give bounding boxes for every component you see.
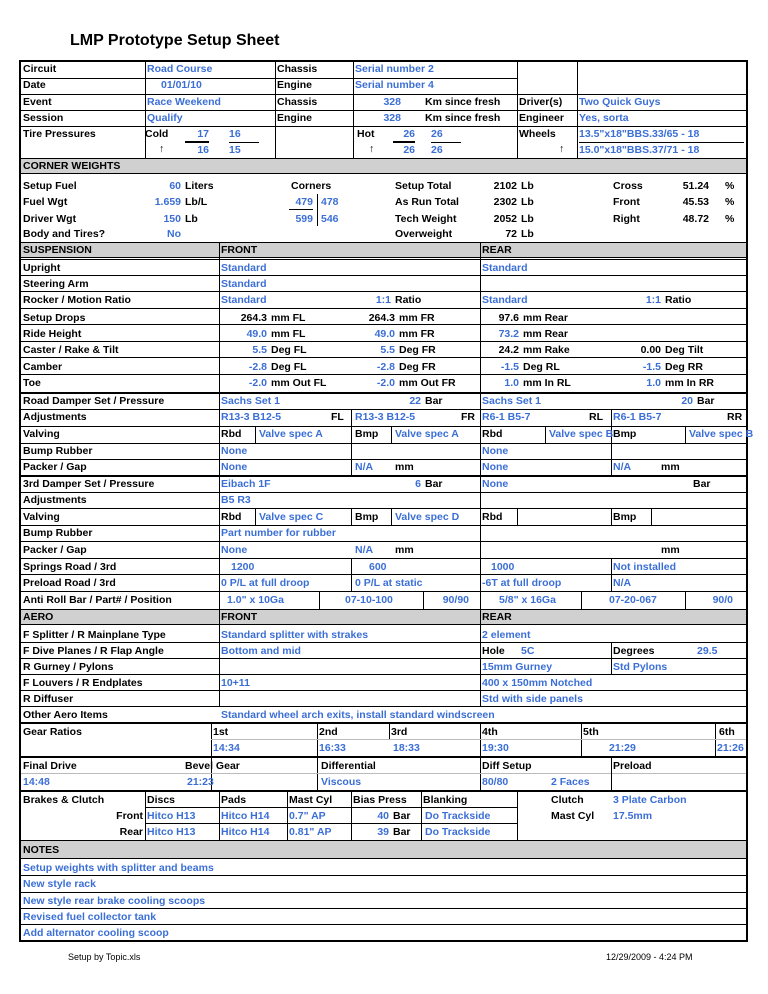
lb-unit: Lb [521, 180, 534, 192]
drops-fr-unit: mm FR [399, 312, 435, 324]
front-pct-label: Front [613, 196, 640, 208]
bar-unit-3: Bar [425, 478, 443, 490]
front-bias-press[interactable]: 40 [377, 810, 389, 822]
right-pct-value: 48.72 [682, 213, 709, 225]
upright-rear[interactable]: Standard [482, 262, 528, 274]
cross-label: Cross [613, 180, 643, 192]
toe-fr[interactable]: -2.0 [376, 377, 395, 389]
packer-front-gap[interactable]: N/A [355, 461, 374, 473]
driver-wgt-unit: Lb [185, 213, 198, 225]
setup-total-label: Setup Total [395, 180, 452, 192]
caster-fr-unit: Deg FR [399, 344, 436, 356]
arrow-icon-2: ↑ [369, 143, 375, 155]
road-damper-front-pressure[interactable]: 22 [409, 395, 421, 407]
clutch-mast-cyl-label: Mast Cyl [551, 810, 595, 822]
setup-fuel-unit: Liters [185, 180, 214, 192]
circuit-label: Circuit [23, 63, 57, 75]
rake-unit: mm Rake [523, 344, 570, 356]
right-pct-label: Right [613, 213, 640, 225]
rbd-label: Rbd [221, 428, 242, 440]
packer-front[interactable]: None [221, 461, 248, 473]
camber-label: Camber [23, 361, 63, 373]
bar-unit-4: Bar [693, 478, 711, 490]
rear-discs[interactable]: Hitco H13 [147, 826, 196, 838]
mm-unit-2: mm [661, 461, 680, 473]
camber-fl-unit: Deg FL [271, 361, 307, 373]
third-damper-label: 3rd Damper Set / Pressure [23, 478, 155, 490]
camber-rr[interactable]: -1.5 [642, 361, 661, 373]
chassis-value[interactable]: Serial number 2 [355, 63, 434, 75]
date-label: Date [23, 79, 46, 91]
differential-label: Differential [321, 760, 376, 772]
gear-2-label: 2nd [319, 726, 338, 738]
degrees-label: Degrees [613, 645, 655, 657]
drivers-value[interactable]: Two Quick Guys [579, 96, 661, 108]
valving-front-rbd[interactable]: Valve spec A [259, 428, 323, 440]
tilt-value: 0.00 [640, 344, 661, 356]
gear-3-ratio[interactable]: 18:33 [393, 742, 420, 754]
note-item[interactable]: New style rack [23, 878, 96, 890]
third-valving-rbd[interactable]: Valve spec C [259, 511, 324, 523]
packer-rear-gap[interactable]: N/A [613, 461, 632, 473]
fr-label: FR [461, 411, 475, 423]
upright-front[interactable]: Standard [221, 262, 267, 274]
clutch-label: Clutch [551, 794, 584, 806]
km-fresh-label-2: Km since fresh [425, 112, 501, 124]
tire-pressures-label: Tire Pressures [23, 128, 96, 140]
driver-wgt-value[interactable]: 150 [163, 213, 181, 225]
engineer-value[interactable]: Yes, sorta [579, 112, 629, 124]
cold-rr[interactable]: 15 [229, 142, 259, 157]
gear-6-ratio[interactable]: 21:26 [717, 742, 744, 754]
rear-bias-press[interactable]: 39 [377, 826, 389, 838]
driver-wgt-label: Driver Wgt [23, 213, 77, 225]
splitter-front[interactable]: Standard splitter with strakes [221, 629, 369, 641]
wheels-label: Wheels [519, 128, 556, 140]
chassis-km-value[interactable]: 328 [383, 96, 401, 108]
km-fresh-label: Km since fresh [425, 96, 501, 108]
front-pads[interactable]: Hitco H14 [221, 810, 270, 822]
endplates-rear[interactable]: 400 x 150mm Notched [482, 677, 593, 689]
hot-fr[interactable]: 26 [431, 128, 443, 140]
ride-fl[interactable]: 49.0 [246, 328, 267, 340]
third-valving-label: Valving [23, 511, 60, 523]
hole-label: Hole [482, 645, 505, 657]
toe-fl[interactable]: -2.0 [248, 377, 267, 389]
bump-rubber-rear[interactable]: None [482, 445, 509, 457]
page-title: LMP Prototype Setup Sheet [70, 32, 280, 49]
pct-unit-2: % [725, 196, 735, 208]
suspension-header: SUSPENSION FRONT REAR [21, 242, 746, 258]
engine-value[interactable]: Serial number 4 [355, 79, 434, 91]
third-packer-label: Packer / Gap [23, 544, 87, 556]
preload-rear-third[interactable]: N/A [613, 577, 632, 589]
date-value[interactable]: 01/01/10 [161, 79, 202, 91]
ride-height-label: Ride Height [23, 328, 82, 340]
cold-rl[interactable]: 16 [185, 142, 209, 157]
overweight-value: 72 [505, 228, 517, 240]
toe-rl-unit: mm In RL [523, 377, 571, 389]
front-blanking[interactable]: Do Trackside [425, 810, 491, 822]
bar-unit-6: Bar [393, 826, 411, 838]
drops-rear: 97.6 [498, 312, 519, 324]
other-aero-value[interactable]: Standard wheel arch exits, install standard windscreen [221, 709, 495, 721]
steering-arm-front[interactable]: Standard [221, 278, 267, 290]
rl-label: RL [589, 411, 603, 423]
corner-rl[interactable]: 599 [295, 213, 313, 225]
arb-front-position[interactable]: 90/90 [442, 594, 469, 606]
pylons-rear[interactable]: Std Pylons [613, 661, 668, 673]
caster-fl[interactable]: 5.5 [252, 344, 267, 356]
gear-4-label: 4th [482, 726, 498, 738]
engine-km-label: Engine [277, 112, 313, 124]
hot-rr[interactable]: 26 [431, 142, 461, 157]
road-damper-label: Road Damper Set / Pressure [23, 395, 165, 407]
ride-fl-unit: mm FL [271, 328, 306, 340]
adj-rl[interactable]: R6-1 B5-7 [482, 411, 531, 423]
bmp-label-3: Bmp [355, 511, 379, 523]
splitter-label: F Splitter / R Mainplane Type [23, 629, 166, 641]
pct-unit: % [725, 180, 735, 192]
mm-unit-4: mm [661, 544, 680, 556]
bar-unit: Bar [425, 395, 443, 407]
ride-rear[interactable]: 73.2 [498, 328, 519, 340]
caster-fr[interactable]: 5.5 [380, 344, 395, 356]
gear-4-ratio[interactable]: 19:30 [482, 742, 509, 754]
cold-label: Cold [145, 128, 169, 140]
overweight-label: Overweight [395, 228, 453, 240]
gear-3-label: 3rd [391, 726, 408, 738]
engine-km-value[interactable]: 328 [383, 112, 401, 124]
rocker-front[interactable]: Standard [221, 294, 267, 306]
front-discs[interactable]: Hitco H13 [147, 810, 196, 822]
hole-value[interactable]: 5C [521, 645, 535, 657]
third-damper-rear[interactable]: None [482, 478, 509, 490]
rocker-rear-ratio[interactable]: 1:1 [645, 294, 661, 306]
ride-fr[interactable]: 49.0 [374, 328, 395, 340]
wheels-front[interactable]: 13.5"x18"BBS.33/65 - 18 [579, 128, 700, 140]
caster-fl-unit: Deg FL [271, 344, 307, 356]
springs-label: Springs Road / 3rd [23, 561, 117, 573]
final-drive-value[interactable]: 14:48 [23, 776, 50, 788]
fuel-wgt-value[interactable]: 1.659 [154, 196, 181, 208]
arb-rear-position[interactable]: 90/0 [712, 594, 733, 606]
diff-faces-value[interactable]: 2 Faces [551, 776, 590, 788]
setup-fuel-value[interactable]: 60 [169, 180, 181, 192]
gear-2-ratio[interactable]: 16:33 [319, 742, 346, 754]
upright-label: Upright [23, 262, 61, 274]
road-damper-rear[interactable]: Sachs Set 1 [482, 395, 541, 407]
aero-header: AERO FRONT REAR [21, 609, 746, 625]
gear-1-label: 1st [213, 726, 229, 738]
rocker-front-ratio[interactable]: 1:1 [375, 294, 391, 306]
hot-fl[interactable]: 26 [393, 127, 415, 142]
session-value[interactable]: Qualify [147, 112, 183, 124]
arb-label: Anti Roll Bar / Part# / Position [23, 594, 172, 606]
gear-5-ratio[interactable]: 21:29 [609, 742, 636, 754]
third-adjustments-label: Adjustments [23, 494, 87, 506]
brakes-rear-label: Rear [119, 826, 143, 838]
arrow-icon-3: ↑ [559, 143, 565, 155]
preload-diff-label: Preload [613, 760, 652, 772]
springs-front-third[interactable]: 600 [369, 561, 387, 573]
mm-unit-3: mm [395, 544, 414, 556]
valving-front-bmp[interactable]: Valve spec A [395, 428, 459, 440]
rocker-label: Rocker / Motion Ratio [23, 294, 131, 306]
drops-fl-unit: mm FL [271, 312, 306, 324]
corners-label: Corners [291, 180, 332, 192]
diff-setup-label: Diff Setup [482, 760, 532, 772]
setup-fuel-label: Setup Fuel [23, 180, 77, 192]
rake-value: 24.2 [498, 344, 519, 356]
rocker-rear[interactable]: Standard [482, 294, 528, 306]
diff-setup-value[interactable]: 80/80 [482, 776, 509, 788]
toe-label: Toe [23, 377, 41, 389]
louvers-label: F Louvers / R Endplates [23, 677, 143, 689]
camber-fr-unit: Deg FR [399, 361, 436, 373]
discs-label: Discs [147, 794, 176, 806]
engineer-label: Engineer [519, 112, 564, 124]
event-value[interactable]: Race Weekend [147, 96, 221, 108]
steering-arm-label: Steering Arm [23, 278, 89, 290]
footer-timestamp: 12/29/2009 - 4:24 PM [606, 952, 693, 962]
note-item[interactable]: Setup weights with splitter and beams [23, 862, 214, 874]
toe-rr-unit: mm In RR [665, 377, 715, 389]
brakes-clutch-label: Brakes & Clutch [23, 794, 105, 806]
as-run-label: As Run Total [395, 196, 459, 208]
blanking-label: Blanking [423, 794, 468, 806]
louvers-front[interactable]: 10+11 [221, 677, 250, 689]
final-drive-label: Final Drive [23, 760, 77, 772]
tech-weight-label: Tech Weight [395, 213, 457, 225]
third-damper-front[interactable]: Eibach 1F [221, 478, 271, 490]
gear-6-label: 6th [719, 726, 735, 738]
rear-pads[interactable]: Hitco H14 [221, 826, 270, 838]
corner-weights-header: CORNER WEIGHTS [21, 158, 746, 174]
chassis-label: Chassis [277, 63, 318, 75]
corner-fr[interactable]: 478 [321, 196, 339, 208]
brakes-front-label: Front [116, 810, 143, 822]
body-tires-label: Body and Tires? [23, 228, 106, 240]
hot-label: Hot [357, 128, 375, 140]
bevel-gear-value[interactable]: 21:23 [187, 776, 214, 788]
third-packer-gap[interactable]: N/A [355, 544, 374, 556]
note-item[interactable]: New style rear brake cooling scoops [23, 895, 206, 907]
bias-press-label: Bias Press [353, 794, 407, 806]
note-item[interactable]: Add alternator cooling scoop [23, 927, 169, 939]
preload-front-third[interactable]: 0 P/L at static [355, 577, 423, 589]
toe-rl[interactable]: 1.0 [504, 377, 519, 389]
degrees-value[interactable]: 29.5 [697, 645, 718, 657]
toe-rr[interactable]: 1.0 [646, 377, 661, 389]
lb-unit-3: Lb [521, 213, 534, 225]
cold-fl[interactable]: 17 [185, 127, 209, 142]
gear-ratios-label: Gear Ratios [23, 726, 82, 738]
third-adjustments-front[interactable]: B5 R3 [221, 494, 251, 506]
rbd-label-4: Rbd [482, 511, 503, 523]
cold-fr[interactable]: 16 [229, 128, 241, 140]
lb-unit-2: Lb [521, 196, 534, 208]
toe-fr-unit: mm Out FR [399, 377, 456, 389]
bump-rubber-label: Bump Rubber [23, 445, 93, 457]
ratio-label: Ratio [395, 294, 422, 306]
camber-rr-unit: Deg RR [665, 361, 703, 373]
drops-fl: 264.3 [240, 312, 267, 324]
arrow-icon: ↑ [159, 143, 165, 155]
footer-filename: Setup by Topic.xls [68, 952, 141, 962]
event-label: Event [23, 96, 52, 108]
road-damper-front[interactable]: Sachs Set 1 [221, 395, 280, 407]
notes-header: NOTES [21, 840, 746, 859]
adj-rr[interactable]: R6-1 B5-7 [613, 411, 662, 423]
camber-rl-unit: Deg RL [523, 361, 560, 373]
bmp-label-4: Bmp [613, 511, 637, 523]
chassis-km-label: Chassis [277, 96, 318, 108]
ratio-label-2: Ratio [665, 294, 692, 306]
hot-rl[interactable]: 26 [393, 142, 415, 157]
circuit-value[interactable]: Road Course [147, 63, 213, 75]
packer-rear[interactable]: None [482, 461, 509, 473]
arb-rear-part[interactable]: 07-20-067 [609, 594, 657, 606]
dive-planes-front[interactable]: Bottom and mid [221, 645, 301, 657]
road-damper-rear-pressure[interactable]: 20 [681, 395, 693, 407]
lb-unit-4: Lb [521, 228, 534, 240]
rear-mast-cyl[interactable]: 0.81" AP [289, 826, 332, 838]
bump-rubber-front[interactable]: None [221, 445, 248, 457]
valving-label: Valving [23, 428, 60, 440]
mainplane-rear[interactable]: 2 element [482, 629, 531, 641]
packer-label: Packer / Gap [23, 461, 87, 473]
corner-rr[interactable]: 546 [321, 213, 339, 225]
mast-cyl-label: Mast Cyl [289, 794, 333, 806]
drivers-label: Driver(s) [519, 96, 563, 108]
adj-fl[interactable]: R13-3 B12-5 [221, 411, 282, 423]
bar-unit-5: Bar [393, 810, 411, 822]
caster-label: Caster / Rake & Tilt [23, 344, 119, 356]
springs-rear[interactable]: 1000 [491, 561, 515, 573]
tilt-unit: Deg Tilt [665, 344, 704, 356]
as-run-value: 2302 [493, 196, 517, 208]
other-aero-label: Other Aero Items [23, 709, 108, 721]
front-mast-cyl[interactable]: 0.7" AP [289, 810, 326, 822]
third-bump-label: Bump Rubber [23, 527, 93, 539]
springs-rear-third[interactable]: Not installed [613, 561, 677, 573]
setup-drops-label: Setup Drops [23, 312, 86, 324]
valving-rear-bmp[interactable]: Valve spec B [689, 428, 754, 440]
fuel-wgt-unit: Lb/L [185, 196, 208, 208]
ride-fr-unit: mm FR [399, 328, 435, 340]
preload-front[interactable]: 0 P/L at full droop [221, 577, 310, 589]
arb-front-part[interactable]: 07-10-100 [345, 594, 393, 606]
third-valving-bmp[interactable]: Valve spec D [395, 511, 460, 523]
fuel-wgt-label: Fuel Wgt [23, 196, 68, 208]
gear-1-ratio[interactable]: 14:34 [213, 742, 240, 754]
ride-rear-unit: mm Rear [523, 328, 568, 340]
drops-fr: 264.3 [368, 312, 395, 324]
preload-label: Preload Road / 3rd [23, 577, 116, 589]
camber-fl[interactable]: -2.8 [248, 361, 267, 373]
mm-unit: mm [395, 461, 414, 473]
cross-value: 51.24 [682, 180, 709, 192]
tech-weight-value: 2052 [493, 213, 517, 225]
bmp-label: Bmp [355, 428, 379, 440]
front-pct-value: 45.53 [682, 196, 709, 208]
arb-front[interactable]: 1.0" x 10Ga [227, 594, 284, 606]
engine-label: Engine [277, 79, 313, 91]
setup-total-value: 2102 [493, 180, 517, 192]
valving-rear-rbd[interactable]: Valve spec B [549, 428, 614, 440]
clutch-value[interactable]: 3 Plate Carbon [613, 794, 687, 806]
adjustments-label: Adjustments [23, 411, 87, 423]
camber-rl[interactable]: -1.5 [500, 361, 519, 373]
clutch-mast-cyl-value[interactable]: 17.5mm [613, 810, 653, 822]
springs-front[interactable]: 1200 [231, 561, 255, 573]
differential-value[interactable]: Viscous [321, 776, 362, 788]
gear-5-label: 5th [583, 726, 599, 738]
rbd-label-3: Rbd [221, 511, 242, 523]
drops-rear-unit: mm Rear [523, 312, 568, 324]
wheels-rear[interactable]: 15.0"x18"BBS.37/71 - 18 [579, 142, 744, 157]
third-packer-front[interactable]: None [221, 544, 248, 556]
bar-unit-2: Bar [697, 395, 715, 407]
camber-fr[interactable]: -2.8 [376, 361, 395, 373]
rr-label: RR [727, 411, 743, 423]
third-damper-pressure[interactable]: 6 [415, 478, 421, 490]
adj-fr[interactable]: R13-3 B12-5 [355, 411, 416, 423]
dive-planes-label: F Dive Planes / R Flap Angle [23, 645, 164, 657]
note-item[interactable]: Revised fuel collector tank [23, 911, 157, 923]
rear-blanking[interactable]: Do Trackside [425, 826, 491, 838]
session-label: Session [23, 112, 64, 124]
pct-unit-3: % [725, 213, 735, 225]
bevel-gear-label: Bevel Gear [185, 760, 240, 772]
pads-label: Pads [221, 794, 247, 806]
arb-rear[interactable]: 5/8" x 16Ga [499, 594, 556, 606]
diffuser-rear[interactable]: Std with side panels [482, 693, 583, 705]
diffuser-label: R Diffuser [23, 693, 74, 705]
gurney-rear[interactable]: 15mm Gurney [482, 661, 553, 673]
rbd-label-2: Rbd [482, 428, 503, 440]
gurney-label: R Gurney / Pylons [23, 661, 114, 673]
preload-rear[interactable]: -6T at full droop [482, 577, 562, 589]
toe-fl-unit: mm Out FL [271, 377, 327, 389]
corner-fl[interactable]: 479 [289, 195, 313, 210]
bmp-label-2: Bmp [613, 428, 637, 440]
fl-label: FL [331, 411, 344, 423]
body-tires-value[interactable]: No [167, 228, 181, 240]
third-bump-front[interactable]: Part number for rubber [221, 527, 336, 539]
setup-sheet [19, 60, 754, 942]
